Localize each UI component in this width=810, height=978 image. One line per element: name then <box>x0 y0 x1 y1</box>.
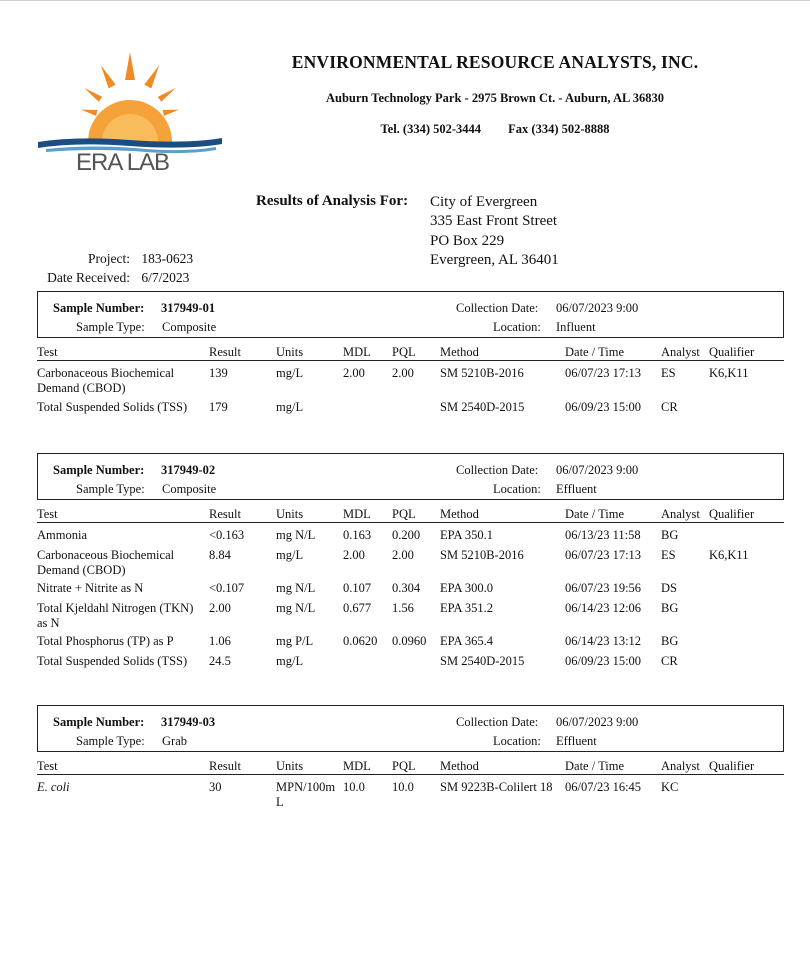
cell-units: mg/L <box>276 366 304 380</box>
location-value: Effluent <box>556 734 597 748</box>
collection-date-value: 06/07/2023 9:00 <box>556 715 639 729</box>
cell-datetime: 06/13/23 11:58 <box>565 528 641 542</box>
location-label: Location: <box>493 320 541 334</box>
client-name: City of Evergreen <box>430 194 538 210</box>
cell-test: E. coli <box>37 780 70 794</box>
column-header-analyst: Analyst <box>661 345 700 359</box>
cell-pql: 2.00 <box>392 366 414 380</box>
cell-result: 24.5 <box>209 654 231 668</box>
column-header-mdl: MDL <box>343 507 371 521</box>
column-header-qualifier: Qualifier <box>709 345 755 359</box>
cell-analyst: CR <box>661 654 678 668</box>
column-header-result: Result <box>209 759 241 773</box>
top-rule <box>0 0 810 1</box>
cell-analyst: CR <box>661 400 678 414</box>
results-table-header <box>37 345 784 361</box>
date-received-value: 6/7/2023 <box>141 270 190 285</box>
cell-mdl: 0.677 <box>343 601 372 615</box>
sample-number-label: Sample Number: <box>53 715 145 729</box>
column-header-result: Result <box>209 345 241 359</box>
column-header-pql: PQL <box>392 759 416 773</box>
cell-units: mg N/L <box>276 528 316 542</box>
cell-method: EPA 365.4 <box>440 634 494 648</box>
column-header-datetime: Date / Time <box>565 759 625 773</box>
cell-qualifier: K6,K11 <box>709 548 749 562</box>
project-line <box>40 251 193 267</box>
sample-type-value: Composite <box>162 482 217 496</box>
sample-header-box <box>37 705 784 752</box>
cell-qualifier: K6,K11 <box>709 366 749 380</box>
cell-datetime: 06/07/23 19:56 <box>565 581 642 595</box>
column-header-datetime: Date / Time <box>565 507 625 521</box>
cell-test: Ammonia <box>37 528 87 542</box>
collection-date-label: Collection Date: <box>456 463 539 477</box>
client-street: 335 East Front Street <box>430 213 558 230</box>
client-address <box>430 193 559 271</box>
cell-pql: 1.56 <box>392 601 414 615</box>
cell-result: 139 <box>209 366 228 380</box>
cell-analyst: KC <box>661 780 679 794</box>
column-header-units: Units <box>276 345 304 359</box>
cell-test: Nitrate + Nitrite as N <box>37 581 144 595</box>
cell-result: 8.84 <box>209 548 231 562</box>
cell-mdl: 10.0 <box>343 780 365 794</box>
column-header-test: Test <box>37 759 58 773</box>
company-fax: Fax (334) 502-8888 <box>508 122 610 136</box>
cell-test: Carbonaceous Biochemical Demand (CBOD) <box>37 548 175 577</box>
cell-datetime: 06/07/23 17:13 <box>565 366 642 380</box>
cell-datetime: 06/14/23 13:12 <box>565 634 642 648</box>
cell-units: mg N/L <box>276 601 316 615</box>
collection-date-value: 06/07/2023 9:00 <box>556 463 639 477</box>
client-pobox: PO Box 229 <box>430 232 505 249</box>
column-header-units: Units <box>276 507 304 521</box>
cell-mdl: 2.00 <box>343 366 365 380</box>
sample-type-label: Sample Type: <box>76 734 145 748</box>
cell-analyst: ES <box>661 548 676 562</box>
cell-datetime: 06/09/23 15:00 <box>565 400 642 414</box>
cell-datetime: 06/14/23 12:06 <box>565 601 642 615</box>
cell-analyst: BG <box>661 634 679 648</box>
cell-datetime: 06/09/23 15:00 <box>565 654 642 668</box>
sample-type-label: Sample Type: <box>76 482 145 496</box>
cell-pql: 0.304 <box>392 581 421 595</box>
date-received-line <box>40 270 189 286</box>
column-header-datetime: Date / Time <box>565 345 625 359</box>
company-address: Auburn Technology Park - 2975 Brown Ct. - Auburn, AL 36830 <box>325 91 665 105</box>
cell-method: SM 9223B-Colilert 18 <box>440 780 553 794</box>
cell-method: EPA 350.1 <box>440 528 494 542</box>
cell-method: SM 2540D-2015 <box>440 654 525 668</box>
date-received-label: Date Received: <box>47 270 130 285</box>
cell-result: 30 <box>209 780 222 794</box>
column-header-qualifier: Qualifier <box>709 507 755 521</box>
location-label: Location: <box>493 734 541 748</box>
cell-method: SM 5210B-2016 <box>440 366 524 380</box>
cell-analyst: BG <box>661 601 679 615</box>
sample-header-box <box>37 453 784 500</box>
project-label: Project: <box>88 251 130 266</box>
cell-result: 2.00 <box>209 601 231 615</box>
cell-pql: 2.00 <box>392 548 414 562</box>
location-value: Influent <box>556 320 596 334</box>
project-value: 183-0623 <box>141 251 194 266</box>
company-tel: Tel. (334) 502-3444 <box>380 122 482 136</box>
column-header-qualifier: Qualifier <box>709 759 755 773</box>
collection-date-value: 06/07/2023 9:00 <box>556 301 639 315</box>
cell-analyst: ES <box>661 366 676 380</box>
sample-type-label: Sample Type: <box>76 320 145 334</box>
logo-text: ERA LAB <box>76 149 170 175</box>
column-header-analyst: Analyst <box>661 507 700 521</box>
cell-units: mg/L <box>276 654 304 668</box>
column-header-pql: PQL <box>392 345 416 359</box>
column-header-method: Method <box>440 507 479 521</box>
cell-method: SM 5210B-2016 <box>440 548 524 562</box>
cell-mdl: 0.107 <box>343 581 372 595</box>
sun-logo-icon <box>36 50 226 175</box>
cell-result: <0.107 <box>209 581 245 595</box>
location-value: Effluent <box>556 482 597 496</box>
column-header-test: Test <box>37 507 58 521</box>
cell-datetime: 06/07/23 17:13 <box>565 548 642 562</box>
results-table-header <box>37 759 784 775</box>
results-for-label: Results of Analysis For: <box>256 193 409 209</box>
column-header-pql: PQL <box>392 507 416 521</box>
cell-method: SM 2540D-2015 <box>440 400 525 414</box>
cell-result: 179 <box>209 400 228 414</box>
sample-number-value: 317949-01 <box>161 301 216 315</box>
column-header-test: Test <box>37 345 58 359</box>
sample-type-value: Composite <box>162 320 217 334</box>
column-header-method: Method <box>440 345 479 359</box>
cell-test: Total Suspended Solids (TSS) <box>37 654 188 668</box>
era-lab-logo <box>36 50 226 175</box>
column-header-units: Units <box>276 759 304 773</box>
sample-type-value: Grab <box>162 734 187 748</box>
cell-result: 1.06 <box>209 634 231 648</box>
results-table-header <box>37 507 784 523</box>
cell-mdl: 2.00 <box>343 548 365 562</box>
cell-units: mg N/L <box>276 581 316 595</box>
column-header-mdl: MDL <box>343 345 371 359</box>
cell-mdl: 0.163 <box>343 528 372 542</box>
cell-datetime: 06/07/23 16:45 <box>565 780 642 794</box>
cell-units: mg P/L <box>276 634 314 648</box>
cell-result: <0.163 <box>209 528 245 542</box>
cell-method: EPA 300.0 <box>440 581 494 595</box>
cell-test: Carbonaceous Biochemical Demand (CBOD) <box>37 366 175 395</box>
sample-header-box <box>37 291 784 338</box>
cell-pql: 0.0960 <box>392 634 427 648</box>
company-name: ENVIRONMENTAL RESOURCE ANALYSTS, INC. <box>291 52 699 72</box>
cell-pql: 0.200 <box>392 528 421 542</box>
cell-units: mg/L <box>276 548 304 562</box>
cell-units: MPN/100mL <box>276 780 336 809</box>
cell-analyst: DS <box>661 581 677 595</box>
column-header-method: Method <box>440 759 479 773</box>
company-contact <box>255 122 735 137</box>
cell-mdl: 0.0620 <box>343 634 378 648</box>
sample-number-label: Sample Number: <box>53 463 145 477</box>
column-header-mdl: MDL <box>343 759 371 773</box>
cell-pql: 10.0 <box>392 780 414 794</box>
location-label: Location: <box>493 482 541 496</box>
cell-test: Total Kjeldahl Nitrogen (TKN) as N <box>37 601 194 630</box>
cell-test: Total Suspended Solids (TSS) <box>37 400 188 414</box>
cell-test: Total Phosphorus (TP) as P <box>37 634 174 648</box>
sample-number-value: 317949-02 <box>161 463 216 477</box>
cell-method: EPA 351.2 <box>440 601 494 615</box>
collection-date-label: Collection Date: <box>456 301 539 315</box>
column-header-analyst: Analyst <box>661 759 700 773</box>
collection-date-label: Collection Date: <box>456 715 539 729</box>
client-city: Evergreen, AL 36401 <box>430 252 559 269</box>
column-header-result: Result <box>209 507 241 521</box>
sample-number-label: Sample Number: <box>53 301 145 315</box>
sample-number-value: 317949-03 <box>161 715 216 729</box>
cell-analyst: BG <box>661 528 679 542</box>
cell-units: mg/L <box>276 400 304 414</box>
